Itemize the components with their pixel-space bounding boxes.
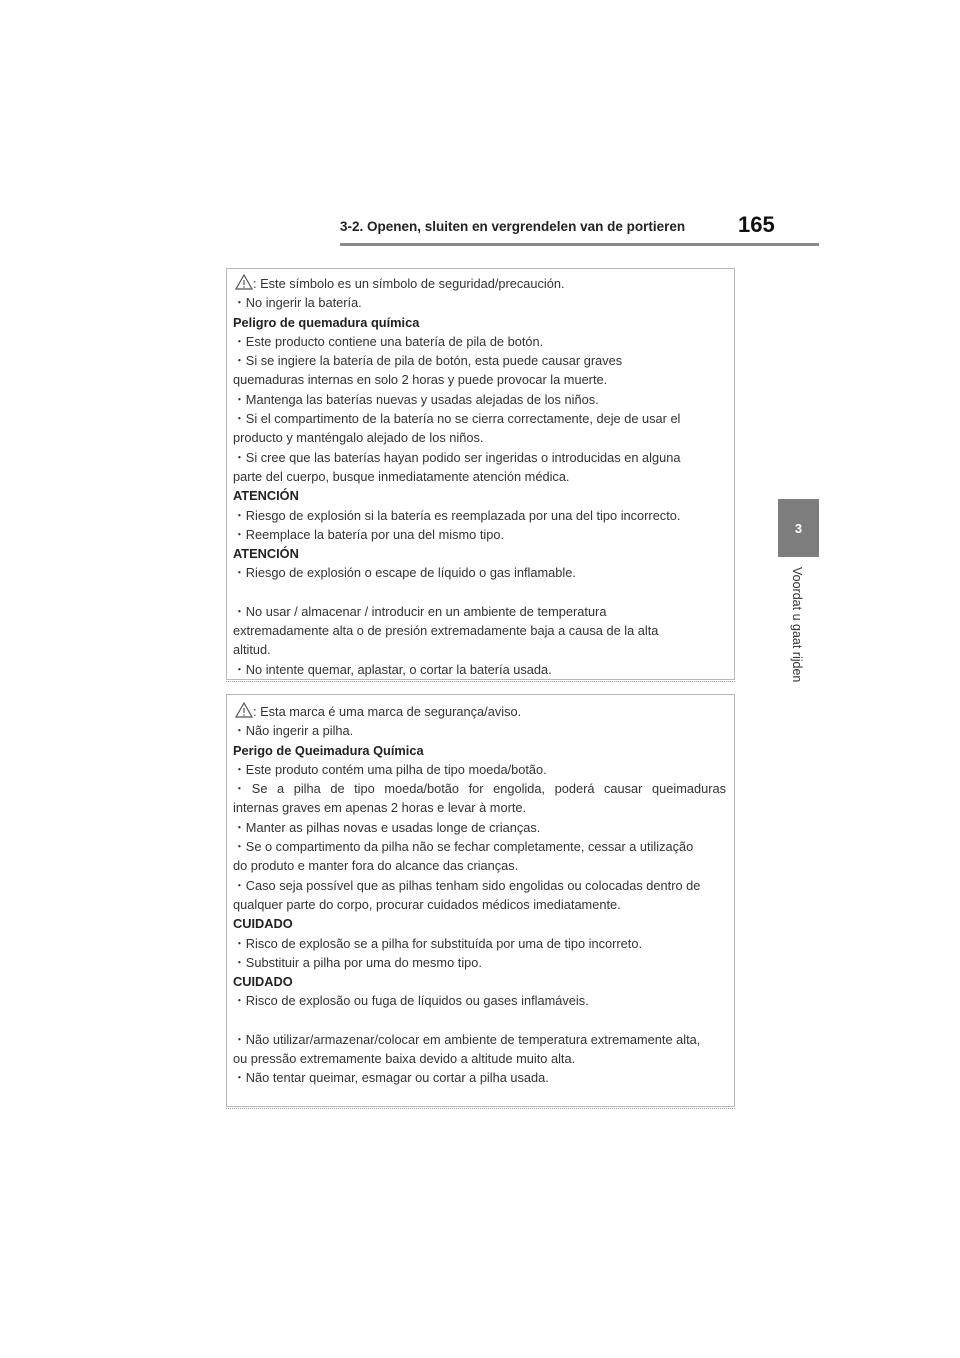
spanish-warning-box [226, 268, 735, 680]
text-line: ・Caso seja possível que as pilhas tenham sido engolidas ou colocadas dentro de [233, 877, 701, 893]
text-line: ・No intente quemar, aplastar, o cortar la batería usada. [233, 661, 552, 677]
text-line: ・Riesgo de explosión si la batería es reemplazada por una del tipo incorrecto. [233, 507, 681, 523]
chapter-tab [778, 499, 819, 557]
text-line: ・Não utilizar/armazenar/colocar em ambiente de temperatura extremamente alta, [233, 1031, 701, 1047]
text-line: producto y manténgalo alejado de los niños. [233, 430, 484, 446]
text-line: ・Não tentar queimar, esmagar ou cortar a pilha usada. [233, 1070, 549, 1086]
text-line: ・Si se ingiere la batería de pila de botón, esta puede causar graves [233, 353, 623, 369]
chapter-label: Voordat u gaat rijden [790, 567, 804, 683]
text-line: do produto e manter fora do alcance das crianças. [233, 858, 519, 874]
page-number: 165 [738, 212, 775, 237]
text-line: quemaduras internas en solo 2 horas y puede provocar la muerte. [233, 372, 608, 388]
warning-triangle-icon [235, 274, 253, 290]
caution-heading: ATENCIÓN [233, 546, 299, 562]
text-line: ・Se a pilha de tipo moeda/botão for engolida, poderá causar queimaduras [233, 781, 726, 797]
text-line: internas graves em apenas 2 horas e levar à morte. [233, 800, 527, 816]
text-line: ・Si cree que las baterías hayan podido ser ingeridas o introducidas en alguna [233, 449, 681, 465]
warning-symbol-text: : Esta marca é uma marca de segurança/aviso. [253, 704, 522, 719]
caution-heading: CUIDADO [233, 974, 293, 990]
text-line: ・Este produto contém uma pilha de tipo moeda/botão. [233, 761, 547, 777]
text-line: ・Não ingerir a pilha. [233, 723, 354, 739]
text-line: ・No usar / almacenar / introducir en un ambiente de temperatura [233, 603, 607, 619]
text-line: extremadamente alta o de presión extremadamente baja a causa de la alta [233, 623, 659, 639]
text-line: ・Substituir a pilha por uma do mesmo tipo. [233, 954, 482, 970]
text-line: ・Este producto contiene una batería de pila de botón. [233, 333, 544, 349]
text-line: ・Risco de explosão ou fuga de líquidos ou gases inflamáveis. [233, 993, 589, 1009]
text-line: ・Mantenga las baterías nuevas y usadas alejadas de los niños. [233, 391, 599, 407]
section-title: 3-2. Openen, sluiten en vergrendelen van de portieren [340, 219, 686, 234]
text-line: ou pressão extremamente baixa devido a altitude muito alta. [233, 1051, 576, 1067]
text-line: ・Manter as pilhas novas e usadas longe de crianças. [233, 819, 541, 835]
text-line: ・Reemplace la batería por una del mismo tipo. [233, 526, 505, 542]
text-line: qualquer parte do corpo, procurar cuidados médicos imediatamente. [233, 896, 621, 912]
chapter-number: 3 [794, 520, 803, 536]
warning-symbol-text: : Este símbolo es un símbolo de seguridad/precaución. [253, 276, 565, 291]
text-line: parte del cuerpo, busque inmediatamente atención médica. [233, 468, 570, 484]
header-divider [340, 243, 819, 246]
text-line: altitud. [233, 642, 271, 658]
text-line: ・Se o compartimento da pilha não se fechar completamente, cessar a utilização [233, 839, 694, 855]
text-line: ・Si el compartimento de la batería no se cierra correctamente, deje de usar el [233, 411, 681, 427]
warning-symbol-line [233, 274, 726, 293]
hazard-heading: Perigo de Queimadura Química [233, 742, 424, 758]
warning-triangle-icon [235, 702, 253, 718]
caution-heading: ATENCIÓN [233, 488, 299, 504]
portuguese-warning-box [226, 694, 735, 1107]
text-line: ・No ingerir la batería. [233, 295, 362, 311]
text-line: ・Risco de explosão se a pilha for substituída por uma de tipo incorreto. [233, 935, 643, 951]
hazard-heading: Peligro de quemadura química [233, 314, 420, 330]
warning-symbol-line [233, 702, 726, 721]
text-line: ・Riesgo de explosión o escape de líquido o gas inflamable. [233, 565, 576, 581]
caution-heading: CUIDADO [233, 916, 293, 932]
